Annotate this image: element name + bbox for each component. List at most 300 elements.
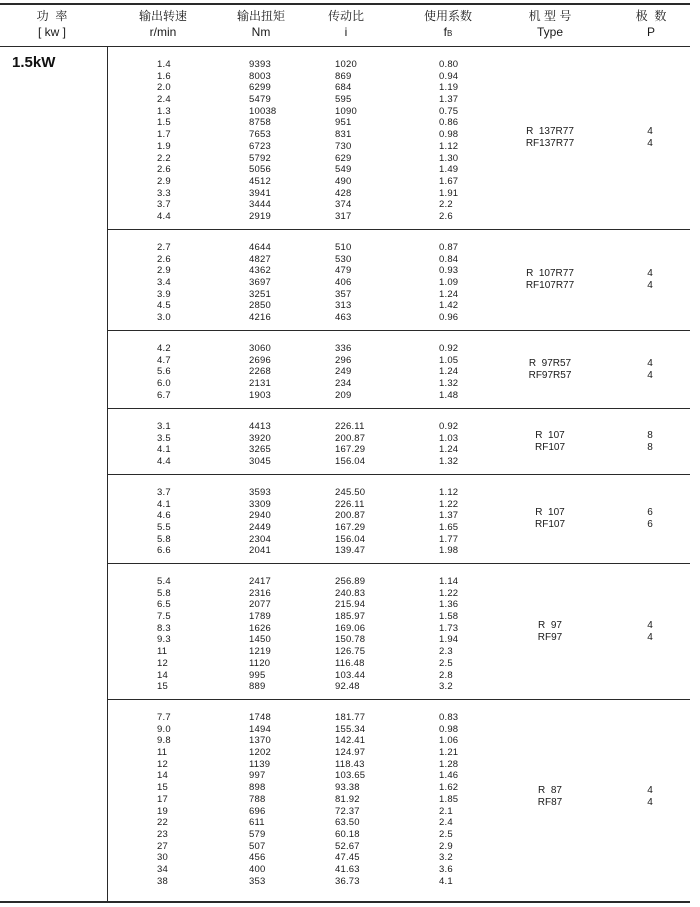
pole-count: 4 xyxy=(647,268,653,279)
row-group xyxy=(108,475,690,563)
output-speed-cell: 4.7 xyxy=(157,354,171,366)
ratio-cell: 126.75 xyxy=(335,646,366,658)
service-factor-cell: 0.80 xyxy=(439,59,459,70)
pole-count: 8 xyxy=(647,441,653,453)
output-speed-cell: 5.5 xyxy=(157,522,171,534)
service-factor-cell: 1.06 xyxy=(439,735,459,747)
output-torque-cell: 456 xyxy=(249,852,266,864)
service-factor-cell: 1.21 xyxy=(439,747,459,759)
service-factor-cell: 1.03 xyxy=(439,432,459,444)
output-torque-column xyxy=(249,487,271,557)
ratio-cell: 490 xyxy=(335,175,352,187)
output-speed-cell: 1.6 xyxy=(157,70,171,82)
model-type: R 107 xyxy=(535,507,565,518)
ratio-cell: 103.65 xyxy=(335,770,366,782)
output-torque-cell: 4362 xyxy=(249,265,271,277)
service-factor-cell: 0.98 xyxy=(439,723,459,735)
ratio-cell: 41.63 xyxy=(335,863,360,875)
model-type: R 107 xyxy=(535,429,565,441)
service-factor-cell: 1.62 xyxy=(439,782,459,794)
service-factor-cell: 1.12 xyxy=(439,140,459,152)
model-type: RF97 xyxy=(537,631,563,643)
output-torque-cell: 4413 xyxy=(249,421,271,432)
output-speed-cell: 4.4 xyxy=(157,456,171,468)
table-bottom-rule xyxy=(0,901,690,903)
output-torque-cell: 2417 xyxy=(249,576,271,587)
service-factor-cell: 1.98 xyxy=(439,545,459,557)
ratio-cell: 118.43 xyxy=(335,758,365,770)
output-speed-cell: 2.9 xyxy=(157,175,171,187)
service-factor-cell: 2.5 xyxy=(439,657,453,669)
service-factor-cell: 1.85 xyxy=(439,793,459,805)
output-torque-cell: 2850 xyxy=(249,300,271,312)
output-speed-cell: 17 xyxy=(157,793,168,805)
output-torque-column xyxy=(249,242,271,324)
ratio-cell: 200.87 xyxy=(335,432,366,444)
service-factor-cell: 0.84 xyxy=(439,253,459,265)
service-factor-cell: 1.24 xyxy=(439,288,459,300)
output-torque-cell: 2268 xyxy=(249,366,271,378)
service-factor-cell: 0.92 xyxy=(439,343,459,354)
ratio-cell: 869 xyxy=(335,70,352,82)
ratio-cell: 406 xyxy=(335,277,352,289)
pole-count: 4 xyxy=(647,631,653,643)
output-speed-cell: 5.6 xyxy=(157,366,171,378)
output-speed-cell: 12 xyxy=(157,758,168,770)
output-torque-cell: 2449 xyxy=(249,522,271,534)
row-group xyxy=(108,47,690,229)
output-torque-cell: 1903 xyxy=(249,389,271,401)
output-torque-cell: 611 xyxy=(249,817,265,829)
ratio-column xyxy=(335,242,351,324)
pole-count: 4 xyxy=(647,369,653,381)
model-type: R 107R77 xyxy=(526,268,574,279)
pole-count: 4 xyxy=(647,797,653,809)
service-factor-cell: 0.86 xyxy=(439,117,459,129)
pole-count: 8 xyxy=(647,429,653,441)
output-speed-cell: 9.3 xyxy=(157,634,171,646)
pole-count: 4 xyxy=(647,126,653,137)
service-factor-cell: 1.24 xyxy=(439,444,459,456)
output-torque-cell: 889 xyxy=(249,681,266,693)
output-speed-cell: 3.7 xyxy=(157,487,171,498)
service-factor-column xyxy=(439,487,458,557)
ratio-cell: 374 xyxy=(335,199,352,211)
output-torque-cell: 8758 xyxy=(249,117,271,129)
ratio-cell: 234 xyxy=(335,378,352,390)
output-torque-cell: 6723 xyxy=(249,140,271,152)
row-group xyxy=(108,230,690,330)
poles-cell xyxy=(638,620,662,644)
output-torque-cell: 4644 xyxy=(249,242,271,253)
ratio-column xyxy=(335,59,357,223)
ratio-cell: 103.44 xyxy=(335,669,366,681)
output-speed-cell: 7.7 xyxy=(157,712,171,723)
output-torque-cell: 1219 xyxy=(249,646,271,658)
output-torque-cell: 6299 xyxy=(249,82,271,94)
ratio-cell: 357 xyxy=(335,288,352,300)
service-factor-cell: 1.91 xyxy=(439,187,459,199)
pole-count: 6 xyxy=(647,519,653,531)
output-speed-column xyxy=(157,487,171,557)
model-type: RF107 xyxy=(534,519,565,531)
output-torque-cell: 400 xyxy=(249,863,266,875)
ratio-cell: 245.50 xyxy=(335,487,366,498)
output-torque-cell: 1748 xyxy=(249,712,271,723)
service-factor-cell: 1.58 xyxy=(439,611,459,623)
ratio-cell: 169.06 xyxy=(335,622,366,634)
output-speed-cell: 4.5 xyxy=(157,300,171,312)
ratio-cell: 155.34 xyxy=(335,723,366,735)
output-speed-cell: 4.2 xyxy=(157,343,171,354)
output-torque-cell: 3251 xyxy=(249,288,271,300)
service-factor-cell: 2.3 xyxy=(439,646,453,658)
ratio-cell: 951 xyxy=(335,117,352,129)
model-type-cell xyxy=(500,268,600,292)
output-torque-cell: 9393 xyxy=(249,59,271,70)
output-speed-cell: 3.5 xyxy=(157,432,171,444)
service-factor-cell: 2.8 xyxy=(439,669,453,681)
output-torque-cell: 2041 xyxy=(249,545,271,557)
poles-cell xyxy=(638,126,662,150)
output-speed-cell: 5.4 xyxy=(157,576,171,587)
service-factor-cell: 1.22 xyxy=(439,587,459,599)
row-group xyxy=(108,409,690,474)
service-factor-cell: 1.37 xyxy=(439,94,459,106)
output-torque-column xyxy=(249,576,271,693)
ratio-cell: 52.67 xyxy=(335,840,360,852)
output-torque-column xyxy=(249,712,271,887)
ratio-cell: 317 xyxy=(335,210,352,222)
row-group xyxy=(108,700,690,894)
ratio-cell: 47.45 xyxy=(335,852,360,864)
output-speed-column xyxy=(157,712,171,887)
service-factor-column xyxy=(439,712,458,887)
service-factor-cell: 0.92 xyxy=(439,421,459,432)
ratio-cell: 116.48 xyxy=(335,657,365,669)
output-torque-cell: 10038 xyxy=(249,105,277,117)
output-speed-cell: 4.1 xyxy=(157,498,171,510)
model-type: R 97R57 xyxy=(528,357,572,369)
output-speed-cell: 3.0 xyxy=(157,312,171,324)
group-divider xyxy=(107,330,690,331)
output-speed-cell: 3.3 xyxy=(157,187,171,199)
model-type-cell xyxy=(500,358,600,382)
group-divider xyxy=(107,699,690,700)
output-speed-cell: 4.6 xyxy=(157,510,171,522)
service-factor-cell: 1.05 xyxy=(439,354,459,366)
service-factor-cell: 0.96 xyxy=(439,312,459,324)
ratio-cell: 139.47 xyxy=(335,545,366,557)
service-factor-cell: 1.36 xyxy=(439,599,459,611)
output-speed-cell: 15 xyxy=(157,782,168,794)
output-torque-cell: 1120 xyxy=(249,657,271,669)
output-torque-cell: 1789 xyxy=(249,611,271,623)
pole-count: 4 xyxy=(647,357,653,369)
ratio-cell: 463 xyxy=(335,312,352,324)
poles-cell xyxy=(638,785,662,809)
output-torque-column xyxy=(249,343,271,401)
service-factor-cell: 0.94 xyxy=(439,70,459,82)
service-factor-cell: 1.12 xyxy=(439,487,459,498)
service-factor-cell: 1.28 xyxy=(439,758,459,770)
output-speed-cell: 7.5 xyxy=(157,611,171,623)
service-factor-cell: 2.4 xyxy=(439,817,453,829)
row-group xyxy=(108,331,690,408)
pole-count: 4 xyxy=(647,138,653,150)
poles-cell xyxy=(638,268,662,292)
ratio-cell: 684 xyxy=(335,82,352,94)
ratio-cell: 313 xyxy=(335,300,352,312)
output-torque-cell: 3941 xyxy=(249,187,271,199)
service-factor-cell: 2.5 xyxy=(439,828,453,840)
output-speed-cell: 3.1 xyxy=(157,421,171,432)
output-speed-cell: 2.7 xyxy=(157,242,171,253)
ratio-cell: 226.11 xyxy=(335,421,365,432)
service-factor-cell: 0.75 xyxy=(439,105,459,117)
ratio-cell: 156.04 xyxy=(335,456,366,468)
poles-cell xyxy=(638,507,662,531)
ratio-cell: 831 xyxy=(335,129,352,141)
service-factor-cell: 1.19 xyxy=(439,82,459,94)
output-speed-cell: 2.0 xyxy=(157,82,171,94)
model-type: R 137R77 xyxy=(526,126,574,137)
ratio-cell: 181.77 xyxy=(335,712,366,723)
service-factor-cell: 4.1 xyxy=(439,875,453,887)
output-torque-column xyxy=(249,421,271,468)
service-factor-cell: 1.42 xyxy=(439,300,459,312)
model-type-cell xyxy=(500,785,600,809)
output-torque-cell: 4512 xyxy=(249,175,271,187)
output-torque-cell: 1370 xyxy=(249,735,271,747)
model-type-cell xyxy=(500,126,600,150)
service-factor-cell: 1.22 xyxy=(439,498,459,510)
output-speed-cell: 19 xyxy=(157,805,168,817)
service-factor-cell: 1.65 xyxy=(439,522,459,534)
output-torque-cell: 3697 xyxy=(249,277,271,289)
service-factor-cell: 0.98 xyxy=(439,129,459,141)
ratio-cell: 142.41 xyxy=(335,735,366,747)
ratio-column xyxy=(335,576,365,693)
service-factor-cell: 2.6 xyxy=(439,210,453,222)
ratio-cell: 167.29 xyxy=(335,522,366,534)
output-torque-cell: 579 xyxy=(249,828,266,840)
output-speed-cell: 1.4 xyxy=(157,59,171,70)
ratio-cell: 549 xyxy=(335,164,352,176)
output-speed-column xyxy=(157,59,171,223)
ratio-column xyxy=(335,421,365,468)
ratio-column xyxy=(335,712,365,887)
output-speed-cell: 6.5 xyxy=(157,599,171,611)
output-speed-column xyxy=(157,343,171,401)
service-factor-cell: 1.30 xyxy=(439,152,459,164)
output-torque-cell: 2940 xyxy=(249,510,271,522)
output-speed-cell: 11 xyxy=(157,747,168,759)
service-factor-cell: 1.14 xyxy=(439,576,459,587)
output-speed-cell: 27 xyxy=(157,840,168,852)
model-type-cell xyxy=(500,620,600,644)
service-factor-cell: 3.2 xyxy=(439,681,453,693)
ratio-cell: 730 xyxy=(335,140,352,152)
service-factor-cell: 1.24 xyxy=(439,366,459,378)
service-factor-cell: 0.87 xyxy=(439,242,459,253)
ratio-cell: 296 xyxy=(335,354,352,366)
output-torque-cell: 788 xyxy=(249,793,266,805)
ratio-cell: 60.18 xyxy=(335,828,360,840)
header-power: 功 率 [ kw ] xyxy=(36,9,68,39)
service-factor-cell: 0.83 xyxy=(439,712,459,723)
output-speed-cell: 3.9 xyxy=(157,288,171,300)
ratio-cell: 200.87 xyxy=(335,510,366,522)
ratio-cell: 72.37 xyxy=(335,805,360,817)
output-torque-cell: 995 xyxy=(249,669,266,681)
service-factor-cell: 1.77 xyxy=(439,533,459,545)
model-type: RF107R77 xyxy=(525,280,575,292)
header-type: 机 型 号 Type xyxy=(528,9,572,39)
header-output-speed: 输出转速 r/min xyxy=(138,9,187,39)
output-torque-cell: 7653 xyxy=(249,129,271,141)
service-factor-column xyxy=(439,343,458,401)
output-torque-cell: 898 xyxy=(249,782,266,794)
pole-count: 4 xyxy=(647,280,653,292)
output-speed-column xyxy=(157,242,171,324)
ratio-cell: 226.11 xyxy=(335,498,365,510)
ratio-cell: 1090 xyxy=(335,105,357,117)
output-speed-cell: 3.7 xyxy=(157,199,171,211)
model-type: RF87 xyxy=(537,797,563,809)
output-speed-cell: 4.4 xyxy=(157,210,171,222)
output-torque-cell: 8003 xyxy=(249,70,271,82)
output-speed-cell: 5.8 xyxy=(157,533,171,545)
output-torque-cell: 4827 xyxy=(249,253,271,265)
poles-cell xyxy=(638,358,662,382)
ratio-cell: 92.48 xyxy=(335,681,360,693)
output-speed-cell: 1.9 xyxy=(157,140,171,152)
output-speed-cell: 11 xyxy=(157,646,168,658)
output-torque-cell: 1139 xyxy=(249,758,271,770)
output-speed-column xyxy=(157,576,171,693)
ratio-cell: 209 xyxy=(335,389,352,401)
output-speed-cell: 34 xyxy=(157,863,168,875)
ratio-cell: 81.92 xyxy=(335,793,360,805)
table-top-rule xyxy=(0,3,690,5)
ratio-cell: 63.50 xyxy=(335,817,360,829)
output-speed-column xyxy=(157,421,171,468)
output-speed-cell: 6.0 xyxy=(157,378,171,390)
ratio-cell: 428 xyxy=(335,187,352,199)
output-speed-cell: 1.7 xyxy=(157,129,171,141)
ratio-cell: 530 xyxy=(335,253,352,265)
output-torque-cell: 353 xyxy=(249,875,266,887)
service-factor-column xyxy=(439,576,458,693)
service-factor-cell: 1.67 xyxy=(439,175,459,187)
ratio-cell: 156.04 xyxy=(335,533,366,545)
header-service-factor: 使用系数 fB xyxy=(423,9,472,39)
output-speed-cell: 9.0 xyxy=(157,723,171,735)
output-speed-cell: 12 xyxy=(157,657,168,669)
service-factor-column xyxy=(439,421,458,468)
service-factor-cell: 1.09 xyxy=(439,277,459,289)
header-ratio: 传动比 i xyxy=(327,9,364,39)
output-torque-cell: 2077 xyxy=(249,599,271,611)
output-speed-cell: 15 xyxy=(157,681,168,693)
output-torque-cell: 2304 xyxy=(249,533,271,545)
output-speed-cell: 9.8 xyxy=(157,735,171,747)
output-speed-cell: 2.9 xyxy=(157,265,171,277)
ratio-cell: 240.83 xyxy=(335,587,366,599)
model-type-cell xyxy=(500,430,600,454)
ratio-cell: 215.94 xyxy=(335,599,366,611)
service-factor-cell: 1.94 xyxy=(439,634,459,646)
ratio-cell: 479 xyxy=(335,265,352,277)
model-type: R 97 xyxy=(538,619,562,631)
output-torque-cell: 3444 xyxy=(249,199,271,211)
output-torque-cell: 5792 xyxy=(249,152,271,164)
service-factor-cell: 2.2 xyxy=(439,199,453,211)
group-divider xyxy=(107,563,690,564)
pole-count: 4 xyxy=(647,619,653,631)
output-torque-cell: 3309 xyxy=(249,498,271,510)
header-poles: 极 数 P xyxy=(635,9,667,39)
output-speed-cell: 1.3 xyxy=(157,105,171,117)
output-torque-cell: 696 xyxy=(249,805,266,817)
service-factor-column xyxy=(439,242,458,324)
output-torque-cell: 2316 xyxy=(249,587,271,599)
ratio-column xyxy=(335,487,365,557)
output-torque-cell: 1494 xyxy=(249,723,271,735)
service-factor-cell: 1.32 xyxy=(439,456,459,468)
output-torque-cell: 2131 xyxy=(249,378,271,390)
output-speed-cell: 2.6 xyxy=(157,253,171,265)
service-factor-cell: 2.1 xyxy=(439,805,453,817)
model-type-cell xyxy=(500,507,600,531)
output-speed-cell: 2.4 xyxy=(157,94,171,106)
service-factor-cell: 0.93 xyxy=(439,265,459,277)
output-torque-cell: 3045 xyxy=(249,456,271,468)
output-torque-cell: 1626 xyxy=(249,622,271,634)
power-rating: 1.5kW xyxy=(12,54,56,71)
output-torque-cell: 3265 xyxy=(249,444,271,456)
output-speed-cell: 5.8 xyxy=(157,587,171,599)
output-speed-cell: 6.7 xyxy=(157,389,171,401)
service-factor-cell: 1.73 xyxy=(439,622,459,634)
output-speed-cell: 23 xyxy=(157,828,168,840)
pole-count: 6 xyxy=(647,507,653,518)
ratio-cell: 36.73 xyxy=(335,875,360,887)
header-output-torque: 输出扭矩 Nm xyxy=(236,9,285,39)
output-torque-column xyxy=(249,59,276,223)
output-torque-cell: 2919 xyxy=(249,210,271,222)
output-torque-cell: 1202 xyxy=(249,747,271,759)
ratio-cell: 256.89 xyxy=(335,576,366,587)
output-torque-cell: 1450 xyxy=(249,634,271,646)
output-torque-cell: 3920 xyxy=(249,432,271,444)
output-speed-cell: 6.6 xyxy=(157,545,171,557)
ratio-cell: 629 xyxy=(335,152,352,164)
output-speed-cell: 2.6 xyxy=(157,164,171,176)
output-speed-cell: 3.4 xyxy=(157,277,171,289)
service-factor-column xyxy=(439,59,458,223)
poles-cell xyxy=(638,430,662,454)
group-divider xyxy=(107,474,690,475)
output-speed-cell: 30 xyxy=(157,852,168,864)
output-torque-cell: 3593 xyxy=(249,487,271,498)
output-speed-cell: 2.2 xyxy=(157,152,171,164)
output-torque-cell: 997 xyxy=(249,770,266,782)
ratio-cell: 510 xyxy=(335,242,352,253)
output-torque-cell: 5056 xyxy=(249,164,271,176)
row-group xyxy=(108,564,690,699)
